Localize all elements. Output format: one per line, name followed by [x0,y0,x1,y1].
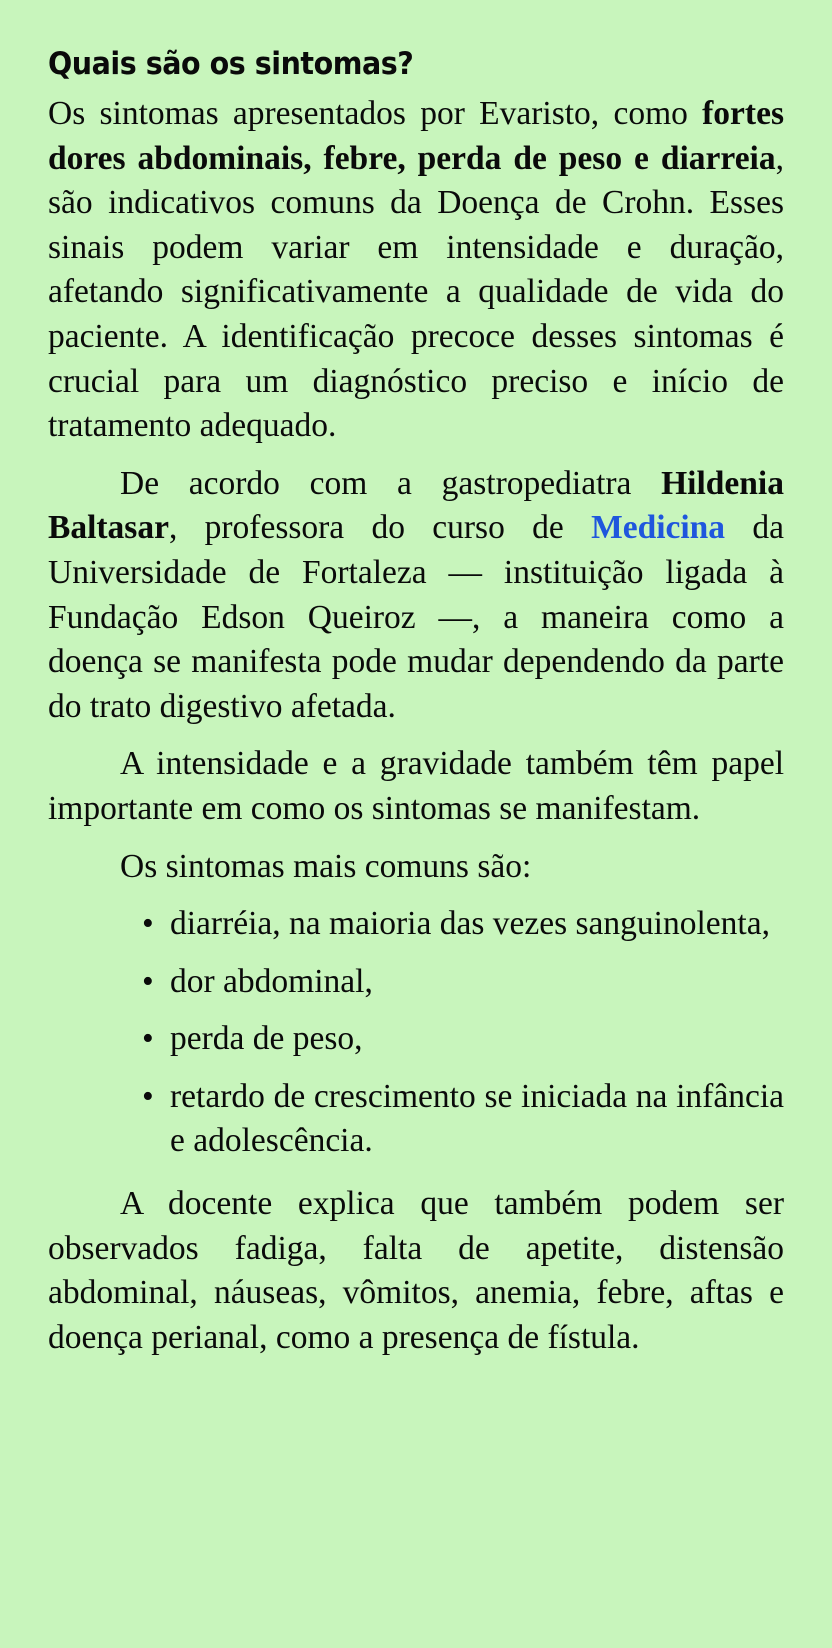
list-item [142,960,784,1005]
p1-text-rest: , são indicativos comuns da Doença de Crohn. Esses sinais podem variar em intensidade e duração, afetando significativamente a qualidade de vida do paciente. A identificação precoce desses sintomas é crucial para um diagnóstico preciso e início de tratamento adequado. [48,139,784,445]
list-item-text: perda de peso, [170,1020,363,1058]
bullet-icon: • [142,962,154,1000]
list-item [142,902,784,947]
p1-text: Os sintomas apresentados por Evaristo, como [48,95,703,132]
bullet-icon: • [142,1020,154,1058]
paragraph-other-symptoms: A docente explica que também podem ser observados fadiga, falta de apetite, distensão abdominal, náuseas, vômitos, anemia, febre, aftas e doença perianal, como a presença de fístula. [48,1185,784,1356]
list-item [142,1075,784,1164]
list-item-text: dor abdominal, [170,962,373,1000]
bullet-icon: • [142,905,154,943]
paragraph-intensity: A intensidade e a gravidade também têm papel importante em como os sintomas se manifestam. [48,745,784,827]
paragraph-doctor-quote [48,462,784,730]
list-item [142,1017,784,1062]
symptoms-list [48,902,784,1164]
p2-text-mid: , professora do curso de [168,509,592,547]
list-item-text: retardo de crescimento se iniciada na infância e adolescência. [170,1077,784,1160]
section-heading: Quais são os sintomas? [48,46,414,82]
p2-text: De acordo com a gastropediatra [120,464,662,502]
list-item-text: diarréia, na maioria das vezes sanguinolenta, [170,905,770,943]
doctor-name: Hildenia Baltasar [48,464,784,547]
paragraph-common-symptoms: Os sintomas mais comuns são: [120,847,532,885]
p2-text-rest: da Universidade de Fortaleza — instituição ligada à Fundação Edson Queiroz —, a maneira como a doença se manifesta pode mudar dependendo da parte do trato digestivo afetada. [48,509,784,725]
medicina-link[interactable]: Medicina [591,509,726,547]
paragraph-symptoms-intro [48,92,784,449]
bullet-icon: • [142,1077,154,1115]
p1-bold-symptoms: fortes dores abdominais, febre, perda de peso e diarreia [48,95,784,177]
